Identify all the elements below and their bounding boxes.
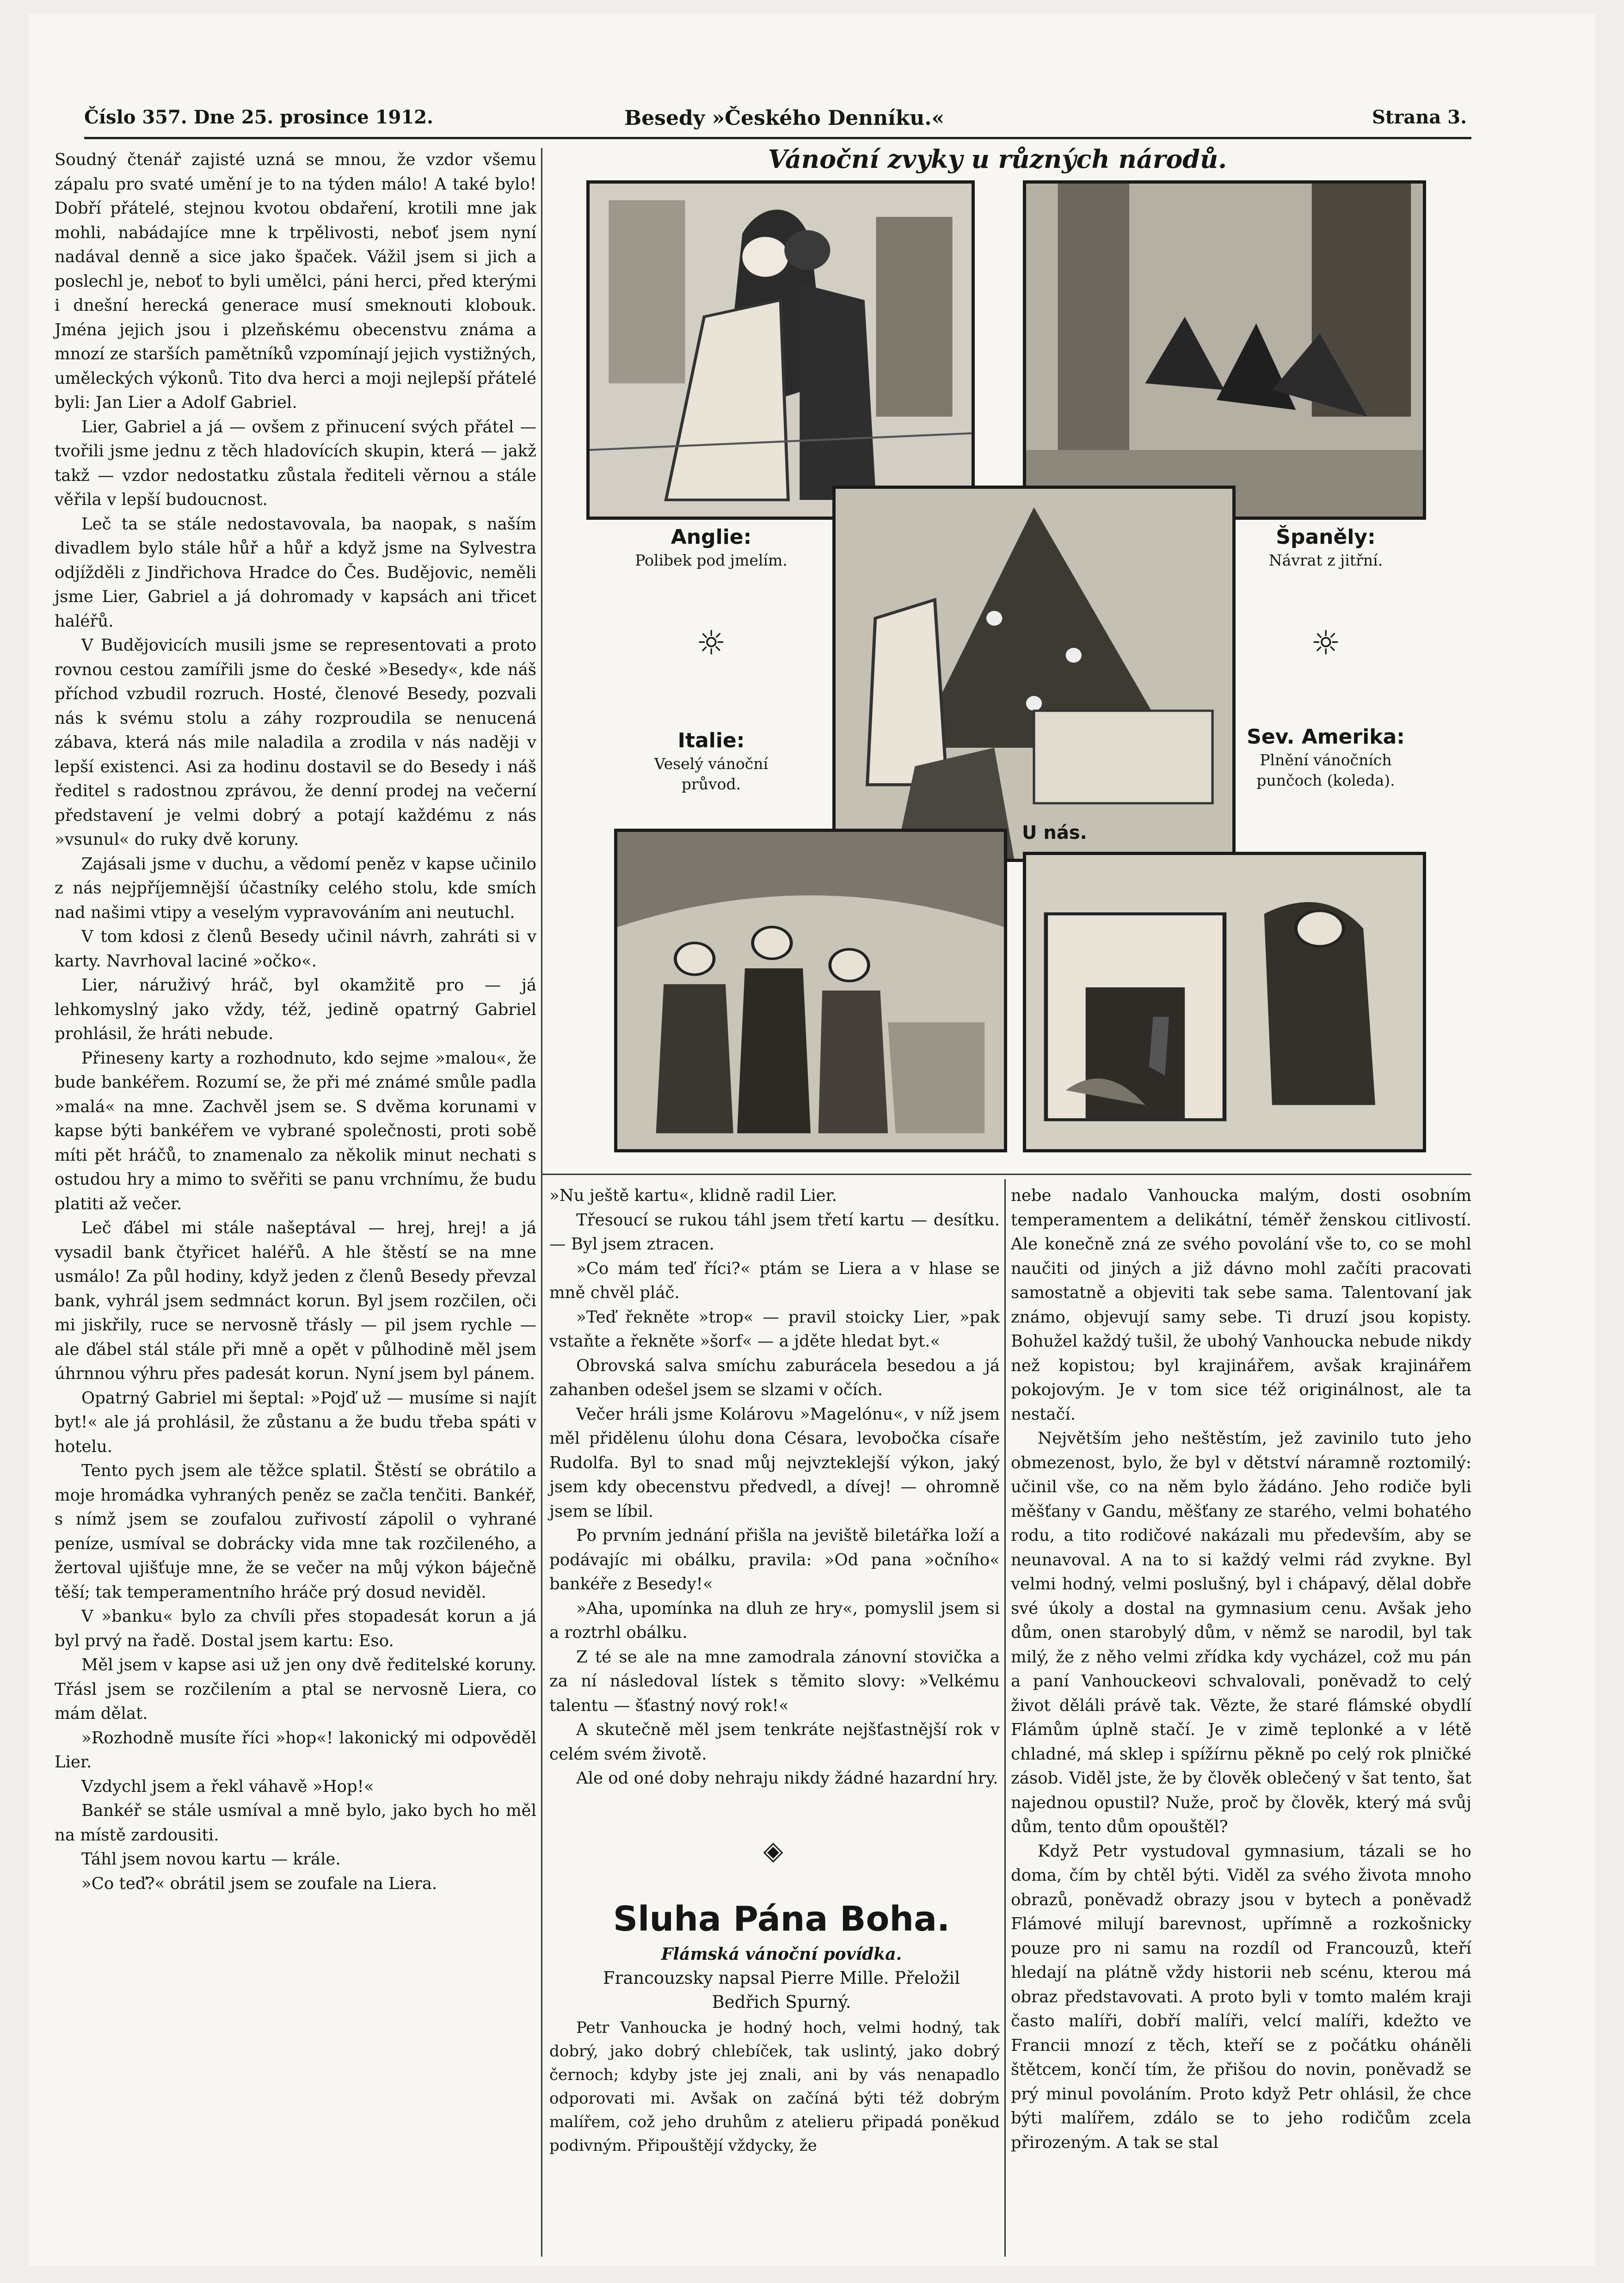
caption-sev-amerika (1231, 724, 1421, 791)
star-ornament: ☼ (1310, 623, 1341, 662)
paragraph: nebe nadalo Vanhoucka malým, dosti osobním temperamentem a delikátní, téměř ženskou citlivostí. Ale konečně zná ze svého povolání vše to, co se mohl naučiti od jiných a již dávno mohl začíti pracovati samostatně a objeviti tak sebe sama. Talentovaní jak známo, objevují samy sebe. Ti druzí jsou kopisty. Bohužel každý tušil, že ubohý Vanhoucka nebude nikdy než kopistou; byl krajinářem, avšak krajinářem pokojovým. Je v tom sice též originálnost, ale ta nestačí. (1011, 1186, 1471, 1424)
paragraph: Měl jsem v kapse asi už jen ony dvě ředitelské koruny. Třásl jsem se rozčilením a ptal se nervosně Liera, co mám dělat. (55, 1655, 536, 1723)
illustration-bottom-rule (542, 1174, 1471, 1175)
column-divider (1004, 1179, 1006, 2257)
story-heading (550, 1896, 1013, 2014)
caption-title: Anglie: (671, 525, 752, 549)
paragraph: Z té se ale na mne zamodrala zánovní stovička a za ní následoval lístek s těmito slovy: »Velkému talentu — šťastný nový rok!« (549, 1647, 1000, 1715)
caption-italie (596, 728, 827, 794)
page-number: Strana 3. (1372, 106, 1467, 128)
paragraph: »Co mám teď říci?« ptám se Liera a v hlase se mně chvěl pláč. (549, 1259, 1000, 1302)
caption-text: punčoch (koleda). (1256, 771, 1395, 789)
caption-anglie (596, 524, 827, 571)
paragraph: V »banku« bylo za chvíli přes stopadesát korun a já byl prvý na řadě. Dostal jsem kartu: Eso. (55, 1607, 536, 1650)
illustration-italie (614, 829, 1007, 1152)
caption-text: Plnění vánočních (1260, 751, 1392, 769)
middle-column (549, 1184, 1000, 1791)
illustration-title: Vánoční zvyky u různých národů. (768, 144, 1227, 174)
masthead-title: Besedy »Českého Denníku.« (624, 106, 945, 130)
paragraph: Obrovská salva smíchu zaburácela besedou a já zahanben odešel jsem se slzami v očích. (549, 1356, 1000, 1399)
paragraph: Leč ďábel mi stále našeptával — hrej, hrej! a já vysadil bank čtyřicet haléřů. A hle štěstí se na mne usmálo! Za půl hodiny, když jeden z členů Besedy převzal bank, vyhrál jsem sedmnáct korun. Byl jsem rozčilen, oči mi jiskřily, ruce se nervosně třásly — pil jsem rychle — ale ďábel stál stále při mně a opět v půlhodině měl jsem úhrnnou výhru přes padesát korun. Nyní jsem byl pánem. (55, 1218, 536, 1383)
illustration-u-nas (832, 486, 1236, 862)
paragraph: Tento pych jsem ale těžce splatil. Štěstí se obrátilo a moje hromádka vyhraných peněz se začla tenčiti. Bankéř, s nímž jsem se zoufalou zuřivostí zápolil o vyhrané peníze, usmíval se dobrácky vida mne tak rozčileného, a žertoval ujišťuje mne, že se večer na můj výkon báječně těší; tak temperamentního hráče prý dosud neviděl. (55, 1461, 536, 1602)
header-rule (84, 137, 1471, 139)
left-column (55, 148, 536, 1896)
paragraph: »Aha, upomínka na dluh ze hry«, pomyslil jsem si a roztrhl obálku. (549, 1599, 1000, 1642)
paragraph: »Teď řekněte »trop« — pravil stoicky Lier, »pak vstaňte a řekněte »šorf« — a jděte hledat byt.« (549, 1307, 1000, 1351)
paragraph: Bankéř se stále usmíval a mně bylo, jako bych ho měl na místě zardousiti. (55, 1801, 536, 1845)
paragraph: Táhl jsem novou kartu — krále. (81, 1850, 341, 1869)
caption-text: Polibek pod jmelím. (635, 551, 787, 569)
paragraph: Večer hráli jsme Kolárovu »Magelónu«, v níž jsem měl přidělenu úlohu dona Césara, levobočka císaře Rudolfa. Byl to snad můj nejvzteklejší výkon, jaký jsem kdy obecenstvu předvedl, a dívej! — ohromně jsem se líbil. (549, 1404, 1000, 1521)
caption-title: Italie: (677, 729, 745, 752)
story-title: Sluha Pána Boha. (613, 1899, 950, 1939)
paragraph: »Nu ještě kartu«, klidně radil Lier. (549, 1186, 837, 1205)
paragraph: Opatrný Gabriel mi šeptal: »Pojď už — musíme si najít byt!« ale já prohlásil, že zůstanu a že budu třeba spáti v hotelu. (55, 1388, 536, 1456)
star-ornament: ☼ (696, 623, 726, 662)
right-column (1011, 1184, 1471, 2155)
story-subtitle: Flámská vánoční povídka. (661, 1945, 902, 1964)
paragraph: Soudný čtenář zajisté uzná se mnou, že vzdor všemu zápalu pro svaté umění je to na týden málo! A také bylo! Dobří přátelé, stejnou kvotou obdaření, krotili mne jak mohli, nabádajíce mne k trpělivosti, neboť jsem nyní nadával denně a sice jako špaček. Vážil jsem si jich a poslechl je, neboť to byli umělci, páni herci, před kterými i dnešní herecká generace musí smeknouti klobouk. Jména jejich jsou i plzeňskému obecenstvu známa a mnozí ze starších pamětníků vzpomínají jejich vystižných, uměleckých výkonů. Tito dva herci a moji nejlepší přátelé byli: Jan Lier a Adolf Gabriel. (55, 150, 536, 412)
paragraph: V tom kdosi z členů Besedy učinil návrh, zahráti si v karty. Navrhoval laciné »očko«. (55, 927, 536, 971)
story-translator: Bedřich Spurný. (712, 1992, 851, 2012)
paragraph: A skutečně měl jsem tenkráte nejšťastnější rok v celém svém životě. (549, 1720, 1000, 1764)
paragraph: Třesoucí se rukou táhl jsem třetí kartu — desítku. — Byl jsem ztracen. (549, 1210, 1000, 1254)
paragraph: »Rozhodně musíte říci »hop«! lakonický mi odpověděl Lier. (55, 1728, 536, 1772)
paragraph: Lier, náruživý hráč, byl okamžitě pro — já lehkomyslný jako vždy, též, jedině opatrný Gabriel prohlásil, že hráti nebude. (55, 976, 536, 1043)
paragraph: Po prvním jednání přišla na jeviště biletářka loží a podávajíc mi obálku, pravila: »Od pana »očního« bankéře z Besedy!« (549, 1526, 1000, 1594)
caption-title: Sev. Amerika: (1247, 725, 1405, 749)
paragraph: Leč ta se stále nedostavovala, ba naopak, s naším divadlem bylo stále hůř a hůř a když jsme na Sylvestra odjížděli z Jindřichova Hradce do Čes. Budějovic, neměli jsme Lier, Gabriel a já dohromady v kapsách ani třicet haléřů. (55, 514, 536, 631)
paragraph: Přineseny karty a rozhodnuto, kdo sejme »malou«, že bude bankéřem. Rozumí se, že při mé známé smůle padla »malá« na mne. Zachvěl jsem se. S dvěma korunami v kapse býti bankéřem ve vybrané společnosti, proti sobě míti pět hráčů, to znamenalo za několik minut nechati s ostudou hry a mimo to svěřiti se panu vrchnímu, že budu platiti až večer. (55, 1048, 536, 1213)
illustration-anglie (586, 180, 975, 520)
caption-spanely (1236, 524, 1416, 571)
ornament-icon: ◈ (763, 1836, 783, 1866)
paragraph: Vzdychl jsem a řekl váhavě »Hop!« (81, 1777, 374, 1796)
story-author: Francouzsky napsal Pierre Mille. Přeložil (603, 1968, 960, 1988)
paragraph: Lier, Gabriel a já — ovšem z přinucení svých přátel — tvořili jsme jednu z těch hladovících skupin, která — jakž takž — vzdor nedostatku zůstala řediteli věrnou a stále věřila v lepší budoucnost. (55, 417, 536, 509)
page-header (84, 106, 1467, 134)
paragraph: Největším jeho neštěstím, jež zavinilo tuto jeho obmezenost, bylo, že byl v dětství náramně roztomilý: učinil vše, co na něm bylo žádáno. Jeho rodiče byli měšťany v Gandu, měšťany ze starého, velmi bohatého rodu, a tito rodičové nakázali mu především, aby se neunavoval. A na to si každý velmi rád zvykne. Byl velmi hodný, velmi poslušný, byl i chápavý, dělal dobře své úkoly a dostal na gymnasium cenu. Avšak jeho dům, onen starobylý dům, v němž se narodil, byl tak milý, že z něho velmi zřídka kdy vycházel, což mu pán a paní Vanhouckeovi schvalovali, poněvadž to celý život děláli právě tak. Vězte, že staré flámské obydlí Flámům úplně stačí. Je v zimě teplonké a v létě chladné, má sklep i spížírnu pěkně po celý rok plničké zásob. Viděl jste, že by člověk oblečený v šat tento, šat najednou opustil? Nuže, proč by člověk, který má svůj dům, tento dům opouštěl? (1011, 1429, 1471, 1836)
caption-text: průvod. (681, 775, 741, 793)
caption-title: Španěly: (1276, 525, 1376, 549)
paragraph: Ale od oné doby nehraju nikdy žádné hazardní hry. (576, 1769, 998, 1788)
paragraph: Zajásali jsme v duchu, a vědomí peněz v kapse učinilo z nás nejpříjemnější účastníky celého stolu, kde smích nad našimi vtipy a veselým vypravováním ani neutuchl. (55, 854, 536, 922)
caption-text: Návrat z jitřní. (1268, 551, 1383, 569)
caption-u-nas: U nás. (1022, 822, 1087, 843)
illustration-spanely (1023, 180, 1426, 520)
paragraph: Petr Vanhoucka je hodný hoch, velmi hodný, tak dobrý, jako dobrý chlebíček, tak uslintý, jako dobrý černoch; kdyby jste jej znali, ani by vás nenapadlo odporovati mi. Avšak on začíná býti též dobrým malířem, což jeho druhům z atelieru připadá poněkud podivným. Připouštějí vždycky, že (549, 2018, 1000, 2155)
paragraph: V Budějovicích musili jsme se representovati a proto rovnou cestou zamířili jsme do české »Besedy«, kde náš příchod vzbudil rozruch. Hosté, členové Besedy, pozvali nás k svému stolu a záhy rozproudila se nenucená zábava, která nás mile naladila a zrodila v nás naději v lepší existenci. Asi za hodinu dostavil se do Besedy i náš ředitel s radostnou zprávou, že denní prodej na večerní představení je velmi dobrý a potají každému z nás »vsunul« do ruky dvě koruny. (55, 636, 536, 849)
newspaper-page (29, 14, 1595, 2266)
paragraph: »Co teď?« obrátil jsem se zoufale na Liera. (81, 1874, 437, 1893)
story-body (549, 2016, 1000, 2158)
caption-text: Veselý vánoční (654, 755, 769, 773)
illustration-sev-amerika (1023, 852, 1426, 1152)
column-divider (541, 148, 542, 2257)
issue-info: Číslo 357. Dne 25. prosince 1912. (84, 106, 433, 128)
paragraph: Když Petr vystudoval gymnasium, tázali se ho doma, čím by chtěl býti. Viděl za svého života mnoho obrazů, poněvadž obrazy jsou v bytech a poněvadž Flámové milují barevnost, upřímně a rozkošnicky pouze pro ni samu na rozdíl od Francouzů, kteří hledají na plátně vždy historii neb scénu, kterou má obraz představovati. A proto byli v tomto malém kraji často malíři, dobří malíři, velcí malíři, kdežto ve Francii mnozí z těch, kteří se z počátku oháněli štětcem, končí tím, že přišou do novin, poněvadž se prý minul povoláním. Proto když Petr ohlásil, že chce býti malířem, zdálo se to jeho rodičům zcela přirozeným. A tak se stal (1011, 1841, 1471, 2152)
